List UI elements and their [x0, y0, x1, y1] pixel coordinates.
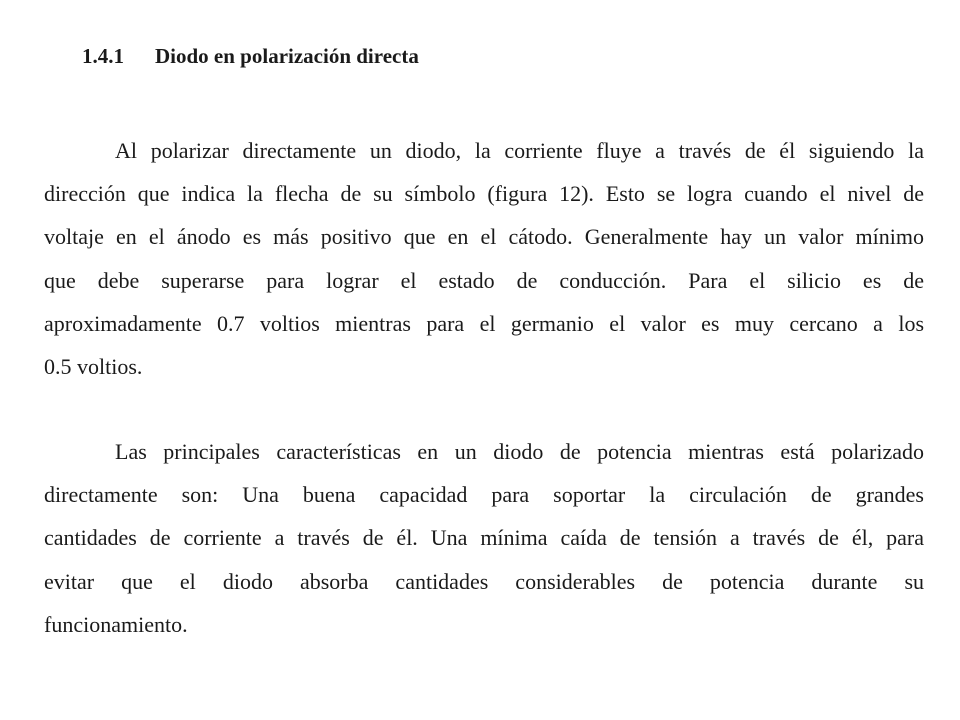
paragraph-line: cantidades de corriente a través de él. Una mínima caída de tensión a través de él, para: [44, 525, 924, 551]
paragraph-line: Al polarizar directamente un diodo, la corriente fluye a través de él siguiendo la: [115, 138, 924, 163]
paragraph-line: dirección que indica la flecha de su símbolo (figura 12). Esto se logra cuando el nivel de: [44, 181, 924, 207]
paragraph-line: 0.5 voltios.: [44, 354, 143, 380]
section-heading: [82, 44, 419, 69]
paragraph-power-diode-characteristics: [44, 430, 924, 646]
paragraph-line: voltaje en el ánodo es más positivo que en el cátodo. Generalmente hay un valor mínimo: [44, 224, 924, 250]
paragraph-line: que debe superarse para lograr el estado de conducción. Para el silicio es de: [44, 267, 924, 293]
paragraph-line: funcionamiento.: [44, 611, 188, 637]
paragraph-line: Las principales características en un diodo de potencia mientras está polarizado: [115, 439, 924, 464]
paragraph-line: directamente son: Una buena capacidad para soportar la circulación de grandes: [44, 482, 924, 508]
paragraph-forward-bias: [44, 129, 924, 388]
section-number: 1.4.1: [82, 44, 124, 68]
paragraph-line: evitar que el diodo absorba cantidades considerables de potencia durante su: [44, 568, 924, 594]
section-title: Diodo en polarización directa: [155, 44, 419, 68]
paragraph-line: aproximadamente 0.7 voltios mientras para el germanio el valor es muy cercano a los: [44, 310, 924, 336]
